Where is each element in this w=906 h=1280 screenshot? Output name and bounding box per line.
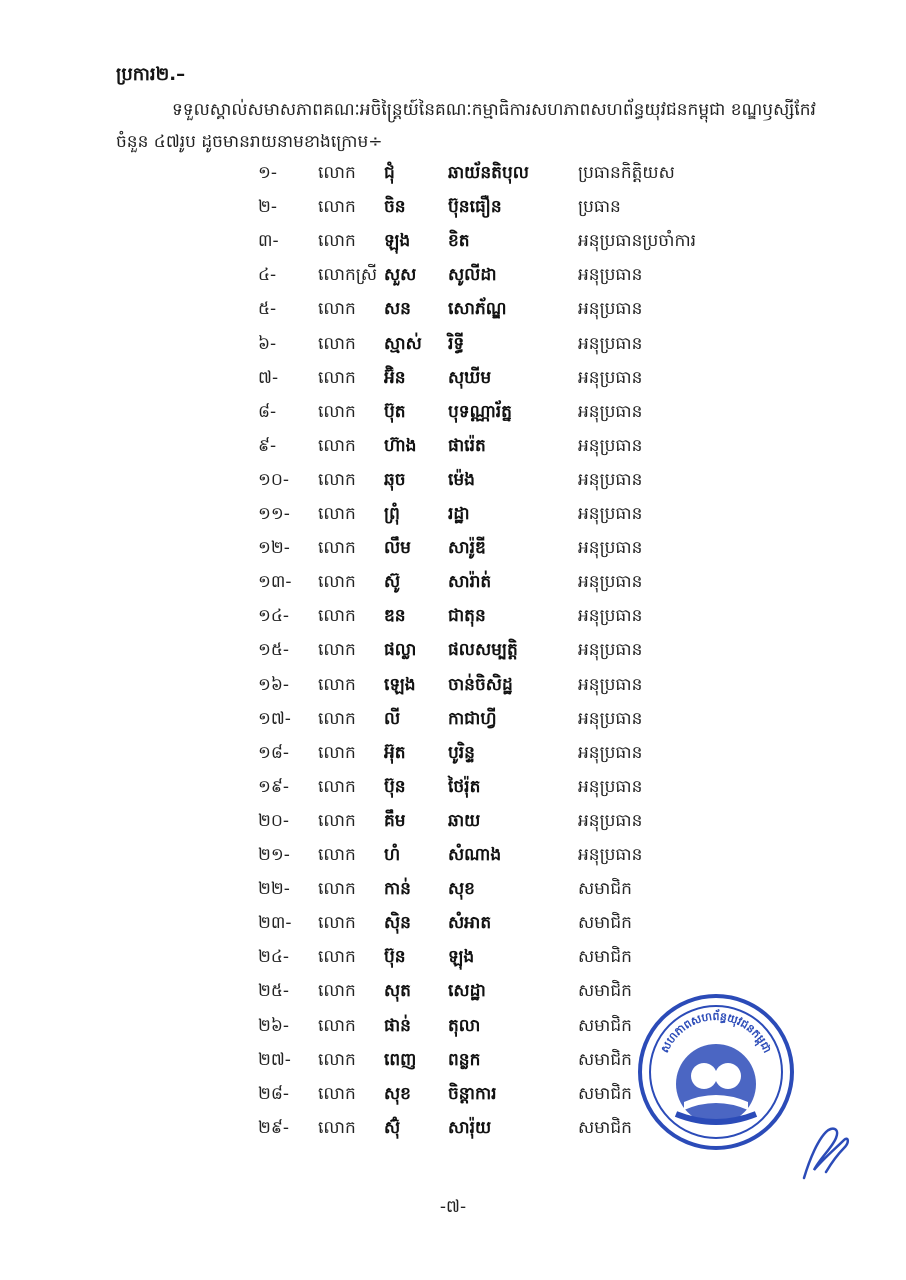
member-last-name: ប៊ុត xyxy=(384,401,406,422)
member-row xyxy=(0,772,906,802)
member-role: សមាជិក xyxy=(578,947,632,968)
member-title: លោក xyxy=(318,197,356,218)
member-number: ១៤- xyxy=(258,606,290,627)
member-title: លោក xyxy=(318,776,356,797)
member-last-name: ផាន់ xyxy=(384,1015,411,1036)
member-last-name: ចិន xyxy=(384,197,406,218)
member-last-name: សុខ xyxy=(384,1083,411,1104)
member-number: ៣- xyxy=(258,231,279,252)
member-last-name: អ៊ុត xyxy=(384,742,406,763)
member-title: លោក xyxy=(318,879,356,900)
member-number: ១៣- xyxy=(258,572,292,593)
seal-text: សហភាពសហព័ន្ធយុវជនកម្ពុជា xyxy=(658,1009,774,1055)
member-row xyxy=(0,670,906,700)
member-last-name: លឹម xyxy=(384,538,411,559)
member-last-name: ផល្លា xyxy=(384,640,417,661)
member-number: ១៨- xyxy=(258,742,290,763)
member-role: សមាជិក xyxy=(578,981,632,1002)
member-last-name: ប៊ុន xyxy=(384,776,406,797)
member-last-name: ពេញ xyxy=(384,1049,417,1070)
member-role: អនុប្រធាន xyxy=(578,367,643,388)
member-first-name: សំអាត xyxy=(448,913,492,934)
member-first-name: រដ្ឋា xyxy=(448,504,470,524)
member-title: លោក xyxy=(318,1049,356,1070)
member-last-name: សួស xyxy=(384,265,417,286)
member-last-name: កាន់ xyxy=(384,879,411,900)
member-number: ៨- xyxy=(258,401,277,422)
member-first-name: សុឃីម xyxy=(448,367,492,388)
member-row xyxy=(0,158,906,188)
member-number: ២- xyxy=(258,197,278,218)
member-first-name: សោភ័ណ្ឌ xyxy=(448,299,507,320)
member-last-name: ឌន xyxy=(384,606,406,627)
article-heading: ប្រការ២.– xyxy=(116,64,186,85)
member-first-name: សារ៉ូឌី xyxy=(448,538,486,559)
member-first-name: ប៊ុនធឿន xyxy=(448,197,502,218)
member-row xyxy=(0,635,906,665)
member-number: ៧- xyxy=(258,367,279,388)
member-last-name: ស៊ុំ xyxy=(384,1117,401,1138)
member-title: លោក xyxy=(318,435,356,456)
member-last-name: ជុំ xyxy=(384,163,395,183)
member-first-name: សុខ xyxy=(448,879,475,900)
member-title: លោក xyxy=(318,1117,356,1138)
member-role: អនុប្រធាន xyxy=(578,333,643,354)
member-row xyxy=(0,499,906,529)
member-last-name: ព្រុំ xyxy=(384,504,400,524)
member-first-name: បុទណ្ណារ័ត្ន xyxy=(448,401,512,422)
member-row xyxy=(0,840,906,870)
member-number: ២៩- xyxy=(258,1117,290,1138)
member-first-name: ខិត xyxy=(448,231,470,252)
member-role: អនុប្រធាន xyxy=(578,538,643,559)
member-first-name: ថៃរ៉ុត xyxy=(448,776,481,797)
member-title: លោក xyxy=(318,606,356,627)
member-last-name: ឆុច xyxy=(384,469,406,490)
member-row xyxy=(0,908,906,938)
member-role: អនុប្រធាន xyxy=(578,776,643,797)
member-last-name: អ៊ិន xyxy=(384,367,406,388)
member-role: សមាជិក xyxy=(578,879,632,900)
member-number: ២៨- xyxy=(258,1083,290,1104)
member-role: អនុប្រធាន xyxy=(578,401,643,422)
member-number: ៥- xyxy=(258,299,277,320)
member-row xyxy=(0,533,906,563)
member-first-name: ឆាយ xyxy=(448,810,481,831)
member-title: លោក xyxy=(318,913,356,934)
member-role: អនុប្រធានប្រចាំការ xyxy=(578,231,697,252)
member-first-name: កាជាហ្វី xyxy=(448,708,497,729)
member-row xyxy=(0,363,906,393)
member-first-name: បូរិន្ទ xyxy=(448,742,475,763)
member-number: ២៣- xyxy=(258,913,292,934)
member-number: ៦- xyxy=(258,333,277,354)
member-first-name: តុលា xyxy=(448,1015,481,1036)
member-row xyxy=(0,942,906,972)
member-last-name: លី xyxy=(384,708,401,729)
member-title: លោក xyxy=(318,1015,356,1036)
member-title: លោក xyxy=(318,708,356,729)
member-number: ២១- xyxy=(258,845,290,865)
member-last-name: ឡេង xyxy=(384,674,416,695)
member-first-name: ម៉េង xyxy=(448,469,475,490)
member-last-name: ស្មាស់ xyxy=(384,333,422,354)
page-number: -៧- xyxy=(439,1197,467,1217)
member-number: ២៥- xyxy=(258,981,290,1002)
member-title: លោក xyxy=(318,640,356,661)
member-role: ប្រធាន xyxy=(578,197,621,218)
member-last-name: ស៊ិន xyxy=(384,913,411,934)
member-title: លោក xyxy=(318,299,356,320)
member-title: លោក xyxy=(318,333,356,354)
member-first-name: ផារ៉េត xyxy=(448,435,486,456)
member-role: អនុប្រធាន xyxy=(578,435,643,456)
member-first-name: ជាតុន xyxy=(448,606,486,627)
member-role: សមាជិក xyxy=(578,1083,632,1104)
member-role: អនុប្រធាន xyxy=(578,606,643,627)
member-number: ១- xyxy=(258,163,278,183)
intro-paragraph xyxy=(116,94,846,158)
member-title: លោក xyxy=(318,572,356,593)
member-last-name: ស៊ូ xyxy=(384,572,401,593)
member-title: លោក xyxy=(318,401,356,422)
member-role: សមាជិក xyxy=(578,1049,632,1070)
signature-icon xyxy=(796,1118,856,1188)
member-row xyxy=(0,806,906,836)
member-row xyxy=(0,738,906,768)
member-role: អនុប្រធាន xyxy=(578,265,643,286)
member-row xyxy=(0,704,906,734)
member-last-name: សន xyxy=(384,299,411,320)
member-row xyxy=(0,465,906,495)
member-role: អនុប្រធាន xyxy=(578,845,643,865)
member-role: សមាជិក xyxy=(578,1117,632,1138)
member-number: ១០- xyxy=(258,469,290,490)
member-last-name: ហំ xyxy=(384,845,401,865)
member-role: អនុប្រធាន xyxy=(578,708,643,729)
member-row xyxy=(0,397,906,427)
member-number: ២២- xyxy=(258,879,290,900)
member-title: លោកស្រី xyxy=(318,265,378,286)
member-role: អនុប្រធាន xyxy=(578,674,643,695)
member-first-name: សារ៉ាត់ xyxy=(448,572,492,593)
member-title: លោក xyxy=(318,504,356,524)
member-title: លោក xyxy=(318,947,356,968)
member-title: លោក xyxy=(318,1083,356,1104)
member-row xyxy=(0,874,906,904)
member-number: ១៦- xyxy=(258,674,290,695)
member-role: អនុប្រធាន xyxy=(578,810,643,831)
member-first-name: ពន្លក xyxy=(448,1049,481,1070)
member-role: ប្រធានកិត្តិយស xyxy=(578,163,675,183)
member-title: លោក xyxy=(318,469,356,490)
member-row xyxy=(0,329,906,359)
member-number: ១២- xyxy=(258,538,290,559)
member-role: សមាជិក xyxy=(578,913,632,934)
member-row xyxy=(0,294,906,324)
member-role: អនុប្រធាន xyxy=(578,742,643,763)
member-title: លោក xyxy=(318,981,356,1002)
member-first-name: ឆាយ័នតិបុល xyxy=(448,163,529,183)
member-role: អនុប្រធាន xyxy=(578,299,643,320)
member-first-name: ចាន់ចិសិដ្ឋ xyxy=(448,674,513,695)
member-role: អនុប្រធាន xyxy=(578,469,643,490)
member-title: លោក xyxy=(318,845,356,865)
member-last-name: ហ៊ាង xyxy=(384,435,417,456)
member-first-name: ឡុង xyxy=(448,947,475,968)
member-last-name: ឡុង xyxy=(384,231,411,252)
member-first-name: សារ៉ុយ xyxy=(448,1117,492,1138)
member-title: លោក xyxy=(318,231,356,252)
member-row xyxy=(0,567,906,597)
member-first-name: រិទ្ធី xyxy=(448,333,465,354)
member-title: លោក xyxy=(318,538,356,559)
member-first-name: ផលសម្បត្តិ xyxy=(448,640,518,661)
member-title: លោក xyxy=(318,742,356,763)
member-number: ២៧- xyxy=(258,1049,291,1070)
member-number: ១៩- xyxy=(258,776,290,797)
member-first-name: សូលីដា xyxy=(448,265,497,286)
member-row xyxy=(0,431,906,461)
member-last-name: សុត xyxy=(384,981,411,1002)
member-row xyxy=(0,226,906,256)
member-title: លោក xyxy=(318,810,356,831)
member-row xyxy=(0,192,906,222)
member-first-name: ចិន្តាការ xyxy=(448,1083,497,1104)
member-role: សមាជិក xyxy=(578,1015,632,1036)
member-number: ២៦- xyxy=(258,1015,290,1036)
member-number: ៩- xyxy=(258,435,277,456)
member-title: លោក xyxy=(318,674,356,695)
member-last-name: ប៊ុន xyxy=(384,947,406,968)
member-number: ១៥- xyxy=(258,640,290,661)
member-role: អនុប្រធាន xyxy=(578,640,643,661)
member-title: លោក xyxy=(318,163,356,183)
member-first-name: សំណាង xyxy=(448,845,502,865)
intro-text: ទទួលស្គាល់សមាសភាពគណៈអចិន្ត្រៃយ៍នៃគណៈកម្មាធិការសហភាពសហព័ន្ធយុវជនកម្ពុជា ខណ្ឌឫស្សីកែវ ចំនួន ៤៧រូប ដូចមានរាយនាមខាងក្រោម÷ xyxy=(116,100,816,152)
member-number: ២០- xyxy=(258,810,290,831)
member-row xyxy=(0,260,906,290)
member-last-name: គឹម xyxy=(384,810,406,831)
member-role: អនុប្រធាន xyxy=(578,572,643,593)
official-seal-icon xyxy=(636,992,796,1152)
member-number: ១៧- xyxy=(258,708,291,729)
member-first-name: សេដ្ឋា xyxy=(448,981,486,1002)
member-title: លោក xyxy=(318,367,356,388)
member-number: ២៤- xyxy=(258,947,290,968)
member-row xyxy=(0,601,906,631)
member-role: អនុប្រធាន xyxy=(578,504,643,524)
member-number: ៤- xyxy=(258,265,277,286)
member-number: ១១- xyxy=(258,504,290,524)
